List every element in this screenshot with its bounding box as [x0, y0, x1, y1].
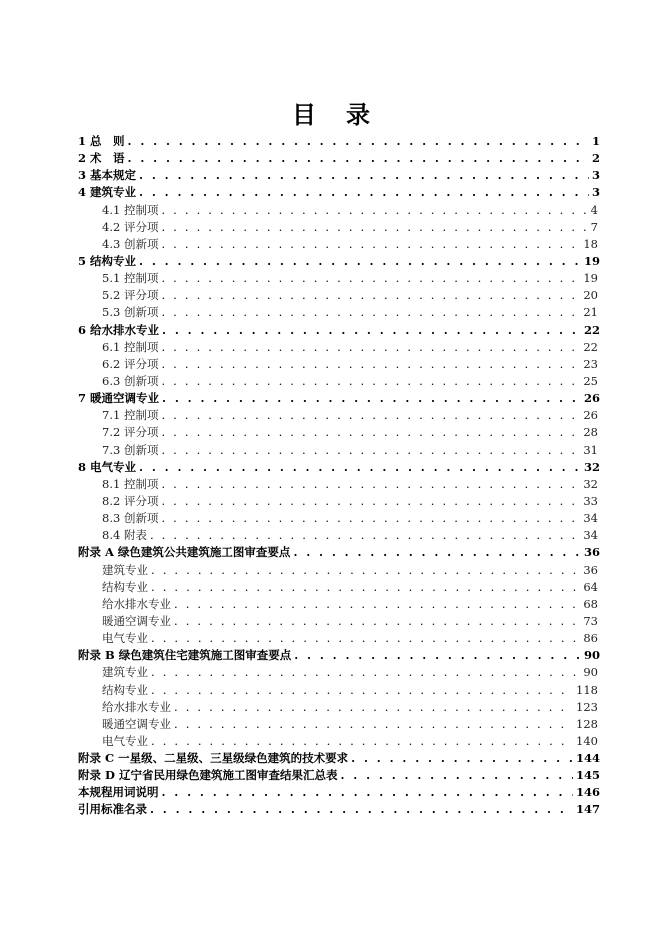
toc-entry-section[interactable]: [78, 476, 600, 493]
toc-entry-section[interactable]: [78, 579, 600, 596]
toc-entry-section[interactable]: [78, 373, 600, 390]
toc-entry-page-number: 22: [583, 322, 600, 337]
toc-entry-label: 2 术 语: [78, 151, 125, 166]
toc-entry-label: 5.3 创新项: [102, 305, 159, 320]
toc-entry-label: 暖通空调专业: [102, 716, 171, 731]
toc-entry-page-number: 7: [590, 219, 598, 234]
toc-dot-leader: [150, 527, 580, 544]
toc-entry-section[interactable]: [78, 716, 600, 733]
toc-entry-label: 给水排水专业: [102, 699, 171, 714]
toc-entry-page-number: 1: [591, 134, 600, 148]
toc-dot-leader: [351, 750, 573, 767]
toc-dot-leader: [161, 202, 587, 219]
toc-entry-label: 暖通空调专业: [102, 613, 171, 628]
toc-entry-section[interactable]: [78, 699, 600, 716]
toc-entry-label: 建筑专业: [102, 562, 148, 577]
toc-entry-label: 4.2 评分项: [102, 219, 159, 234]
toc-dot-leader: [139, 167, 589, 184]
toc-entry-chapter[interactable]: [78, 750, 600, 767]
toc-entry-page-number: 28: [583, 425, 598, 440]
toc-entry-section[interactable]: [78, 664, 600, 681]
toc-entry-label: 4.3 创新项: [102, 236, 159, 251]
toc-entry-page-number: 19: [583, 253, 600, 268]
toc-dot-leader: [139, 184, 589, 201]
toc-entry-page-number: 19: [583, 271, 598, 286]
toc-entry-label: 7 暖通空调专业: [78, 391, 160, 406]
toc-entry-label: 附录 B 绿色建筑住宅建筑施工图审查要点: [78, 648, 292, 663]
toc-entry-label: 4 建筑专业: [78, 185, 137, 200]
toc-entry-page-number: 86: [583, 631, 598, 646]
toc-dot-leader: [174, 716, 573, 733]
toc-entry-label: 引用标准名录: [78, 802, 147, 817]
toc-entry-page-number: 147: [575, 802, 600, 817]
toc-entry-page-number: 3: [591, 168, 600, 183]
toc-entry-chapter[interactable]: [78, 647, 600, 664]
toc-entry-label: 电气专业: [102, 631, 148, 646]
toc-entry-label: 8.1 控制项: [102, 476, 159, 491]
toc-dot-leader: [128, 150, 589, 167]
table-of-contents: [78, 133, 600, 819]
toc-entry-page-number: 31: [583, 442, 598, 457]
toc-entry-chapter[interactable]: [78, 390, 600, 407]
toc-entry-page-number: 2: [591, 151, 600, 166]
toc-entry-page-number: 144: [575, 751, 600, 766]
toc-entry-page-number: 140: [576, 733, 598, 748]
toc-entry-page-number: 68: [583, 596, 598, 611]
toc-entry-page-number: 34: [583, 528, 598, 543]
toc-entry-section[interactable]: [78, 630, 600, 647]
toc-entry-section[interactable]: [78, 442, 600, 459]
toc-entry-page-number: 32: [583, 476, 598, 491]
toc-entry-page-number: 118: [576, 682, 598, 697]
toc-entry-page-number: 20: [583, 288, 598, 303]
toc-entry-section[interactable]: [78, 682, 600, 699]
toc-entry-label: 8.3 创新项: [102, 511, 159, 526]
toc-entry-label: 附录 C 一星级、二星级、三星级绿色建筑的技术要求: [78, 751, 349, 766]
toc-entry-page-number: 32: [583, 459, 600, 474]
toc-entry-section[interactable]: [78, 562, 600, 579]
toc-dot-leader: [161, 493, 580, 510]
toc-entry-page-number: 90: [583, 648, 600, 663]
toc-dot-leader: [161, 510, 580, 527]
toc-dot-leader: [139, 459, 581, 476]
toc-entry-section[interactable]: [78, 407, 600, 424]
toc-entry-section[interactable]: [78, 424, 600, 441]
toc-entry-label: 3 基本规定: [78, 168, 137, 183]
toc-entry-page-number: 73: [583, 613, 598, 628]
toc-entry-page-number: 90: [583, 665, 598, 680]
toc-entry-section[interactable]: [78, 527, 600, 544]
toc-entry-label: 7.1 控制项: [102, 408, 159, 423]
toc-entry-label: 7.2 评分项: [102, 425, 159, 440]
toc-entry-chapter[interactable]: [78, 167, 600, 184]
toc-entry-section[interactable]: [78, 202, 600, 219]
toc-entry-page-number: 26: [583, 408, 598, 423]
toc-entry-label: 6.3 创新项: [102, 373, 159, 388]
toc-entry-chapter[interactable]: [78, 253, 600, 270]
toc-entry-section[interactable]: [78, 596, 600, 613]
toc-dot-leader: [340, 767, 573, 784]
title-char-2: 录: [346, 100, 370, 129]
toc-dot-leader: [161, 219, 587, 236]
toc-dot-leader: [151, 733, 573, 750]
toc-entry-chapter[interactable]: [78, 184, 600, 201]
toc-entry-label: 6.2 评分项: [102, 356, 159, 371]
toc-entry-label: 附录 D 辽宁省民用绿色建筑施工图审查结果汇总表: [78, 768, 338, 783]
toc-entry-page-number: 21: [583, 305, 598, 320]
toc-dot-leader: [174, 613, 580, 630]
toc-entry-label: 建筑专业: [102, 665, 148, 680]
toc-entry-section[interactable]: [78, 219, 600, 236]
toc-entry-page-number: 4: [590, 202, 598, 217]
toc-entry-chapter[interactable]: [78, 322, 600, 339]
toc-entry-page-number: 123: [576, 699, 598, 714]
toc-dot-leader: [161, 339, 580, 356]
toc-dot-leader: [162, 322, 581, 339]
toc-dot-leader: [162, 390, 581, 407]
toc-dot-leader: [161, 442, 580, 459]
toc-entry-label: 结构专业: [102, 579, 148, 594]
toc-entry-chapter[interactable]: [78, 544, 600, 561]
page-title: [0, 100, 662, 130]
toc-dot-leader: [174, 699, 573, 716]
toc-entry-chapter[interactable]: [78, 767, 600, 784]
toc-entry-page-number: 146: [575, 785, 600, 800]
toc-entry-page-number: 18: [583, 236, 598, 251]
toc-entry-section[interactable]: [78, 287, 600, 304]
toc-entry-label: 6.1 控制项: [102, 339, 159, 354]
toc-entry-chapter[interactable]: [78, 150, 600, 167]
toc-entry-label: 5 结构专业: [78, 253, 137, 268]
toc-dot-leader: [151, 562, 580, 579]
toc-entry-page-number: 36: [583, 545, 600, 560]
toc-entry-page-number: 3: [591, 185, 600, 200]
toc-entry-label: 8.4 附表: [102, 528, 147, 543]
toc-entry-section[interactable]: [78, 304, 600, 321]
toc-dot-leader: [161, 304, 580, 321]
toc-entry-page-number: 64: [583, 579, 598, 594]
toc-dot-leader: [161, 407, 580, 424]
toc-dot-leader: [161, 270, 580, 287]
toc-dot-leader: [151, 630, 580, 647]
toc-entry-page-number: 36: [583, 562, 598, 577]
toc-entry-label: 附录 A 绿色建筑公共建筑施工图审查要点: [78, 545, 291, 560]
toc-entry-chapter[interactable]: [78, 784, 600, 801]
toc-entry-page-number: 22: [583, 339, 598, 354]
toc-entry-label: 6 给水排水专业: [78, 322, 160, 337]
toc-dot-leader: [139, 253, 581, 270]
toc-dot-leader: [161, 476, 580, 493]
toc-dot-leader: [151, 579, 580, 596]
title-char-1: 目: [292, 100, 316, 129]
toc-dot-leader: [128, 133, 589, 150]
toc-entry-chapter[interactable]: [78, 459, 600, 476]
toc-dot-leader: [161, 287, 580, 304]
toc-entry-section[interactable]: [78, 510, 600, 527]
toc-dot-leader: [174, 596, 580, 613]
toc-entry-page-number: 33: [583, 493, 598, 508]
toc-entry-label: 8.2 评分项: [102, 493, 159, 508]
toc-entry-page-number: 34: [583, 511, 598, 526]
toc-entry-page-number: 145: [575, 768, 600, 783]
toc-entry-label: 5.2 评分项: [102, 288, 159, 303]
toc-entry-label: 5.1 控制项: [102, 271, 159, 286]
toc-entry-label: 8 电气专业: [78, 459, 137, 474]
toc-dot-leader: [294, 647, 581, 664]
toc-dot-leader: [151, 664, 580, 681]
toc-entry-label: 结构专业: [102, 682, 148, 697]
toc-entry-section[interactable]: [78, 339, 600, 356]
toc-entry-page-number: 128: [576, 716, 598, 731]
toc-entry-label: 7.3 创新项: [102, 442, 159, 457]
toc-dot-leader: [161, 356, 580, 373]
toc-dot-leader: [162, 784, 573, 801]
toc-entry-section[interactable]: [78, 493, 600, 510]
toc-dot-leader: [161, 373, 580, 390]
toc-entry-label: 本规程用词说明: [78, 785, 159, 800]
toc-entry-label: 1 总 则: [78, 134, 125, 148]
toc-entry-label: 电气专业: [102, 733, 148, 748]
toc-entry-label: 给水排水专业: [102, 596, 171, 611]
toc-entry-page-number: 26: [583, 391, 600, 406]
toc-dot-leader: [293, 544, 581, 561]
toc-dot-leader: [151, 682, 573, 699]
toc-entry-page-number: 23: [583, 356, 598, 371]
toc-entry-section[interactable]: [78, 356, 600, 373]
toc-entry-section[interactable]: [78, 236, 600, 253]
toc-entry-chapter[interactable]: [78, 133, 600, 150]
toc-entry-section[interactable]: [78, 733, 600, 750]
toc-entry-section[interactable]: [78, 270, 600, 287]
toc-dot-leader: [161, 424, 580, 441]
toc-entry-page-number: 25: [583, 373, 598, 388]
toc-entry-chapter[interactable]: [78, 801, 600, 818]
toc-entry-label: 4.1 控制项: [102, 202, 159, 217]
toc-entry-section[interactable]: [78, 613, 600, 630]
toc-dot-leader: [150, 801, 573, 818]
toc-dot-leader: [161, 236, 580, 253]
